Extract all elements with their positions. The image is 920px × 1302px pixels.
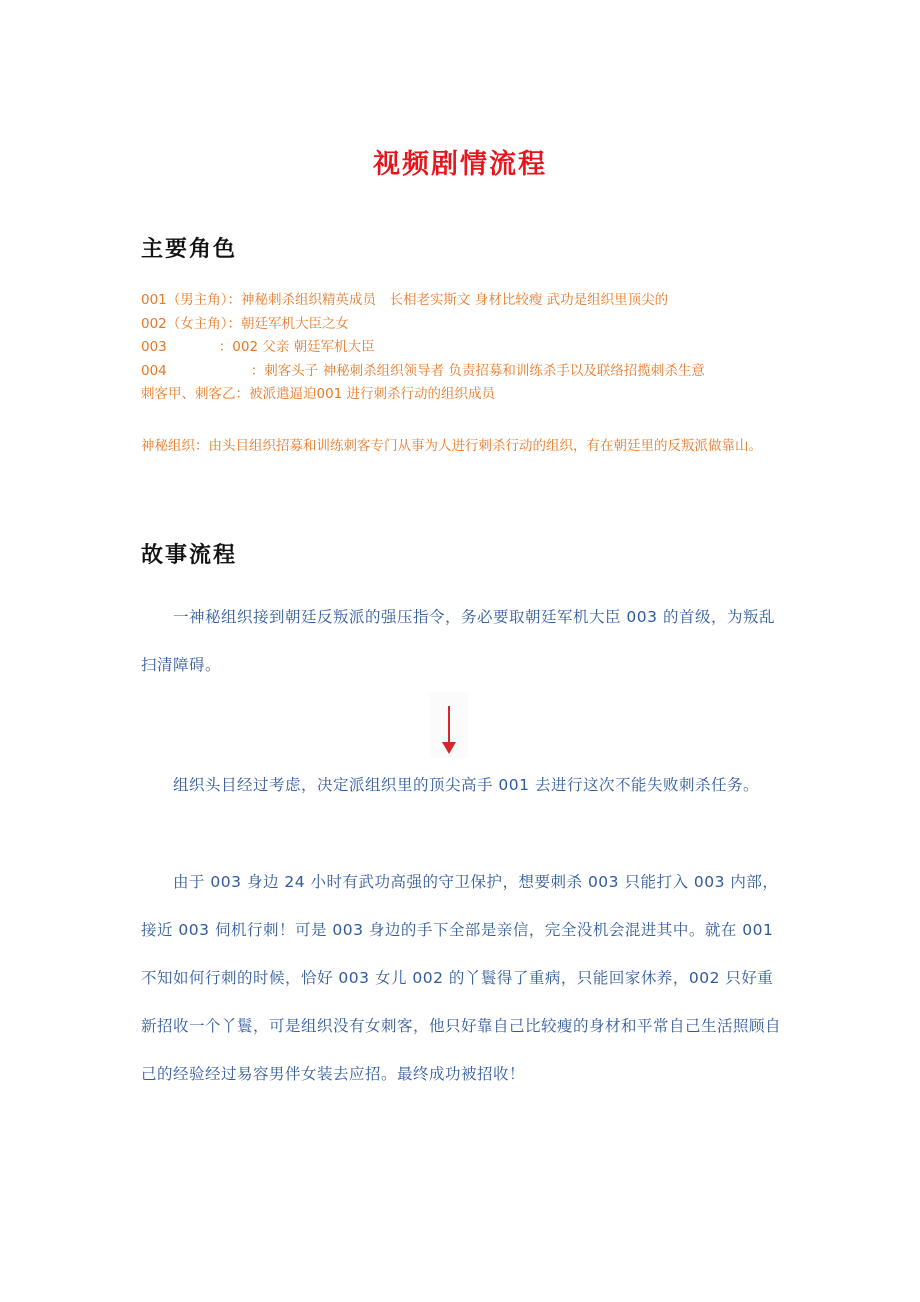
role-code: 004	[141, 362, 167, 379]
story-paragraph: 由于 003 身边 24 小时有武功高强的守卫保护，想要刺杀 003 只能打入 003 内部，接近 003 伺机行刺！可是 003 身边的手下全部是亲信，完全没机会混进其中。就在 001 不知如何行刺的时候，恰好 003 女儿 002 的丫鬟得了重病，只能回家休养，002 只好重新招收一个丫鬟，可是组织没有女刺客，他只好靠自己比较瘦的身材和平常自己生活照顾自己的经验经过易容男伴女装去应招。最终成功被招收！	[141, 873, 782, 1083]
roles-list	[141, 289, 801, 407]
role-item-002	[141, 313, 801, 337]
role-code: 003	[141, 339, 167, 355]
role-code: 001	[141, 292, 167, 308]
role-description: （女主角）：朝廷军机大臣之女	[166, 315, 350, 332]
role-item-001	[141, 289, 801, 313]
role-item-003	[141, 336, 801, 360]
document-title: 视频剧情流程	[373, 149, 547, 180]
role-code: 002	[141, 315, 167, 332]
organization-note: 神秘组织：由头目组织招募和训练刺客专门从事为人进行刺杀行动的组织，有在朝廷里的反叛派做靠山。	[141, 438, 762, 454]
roles-heading: 主要角色	[141, 237, 238, 262]
role-description: （男主角）：神秘刺杀组织精英成员 长相老实斯文 身材比较瘦 武功是组织里顶尖的	[166, 292, 669, 308]
role-description: ：刺客头子 神秘刺杀组织领导者 负责招募和训练杀手以及联络招揽刺杀生意	[250, 362, 705, 379]
down-arrow-graphic	[430, 692, 468, 758]
story-paragraph: 一神秘组织接到朝廷反叛派的强压指令，务必要取朝廷军机大臣 003 的首级，为叛乱扫清障碍。	[141, 608, 775, 674]
role-description: ：002 父亲 朝廷军机大臣	[218, 339, 375, 355]
story-heading: 故事流程	[141, 543, 238, 568]
role-description: 刺客甲、刺客乙：被派遣逼迫001 进行刺杀行动的组织成员	[141, 386, 496, 402]
down-arrow-icon	[430, 692, 468, 758]
role-item-004	[141, 360, 801, 384]
story-paragraph: 组织头目经过考虑，决定派组织里的顶尖高手 001 去进行这次不能失败刺杀任务。	[173, 776, 759, 794]
role-item-assassins	[141, 383, 801, 407]
